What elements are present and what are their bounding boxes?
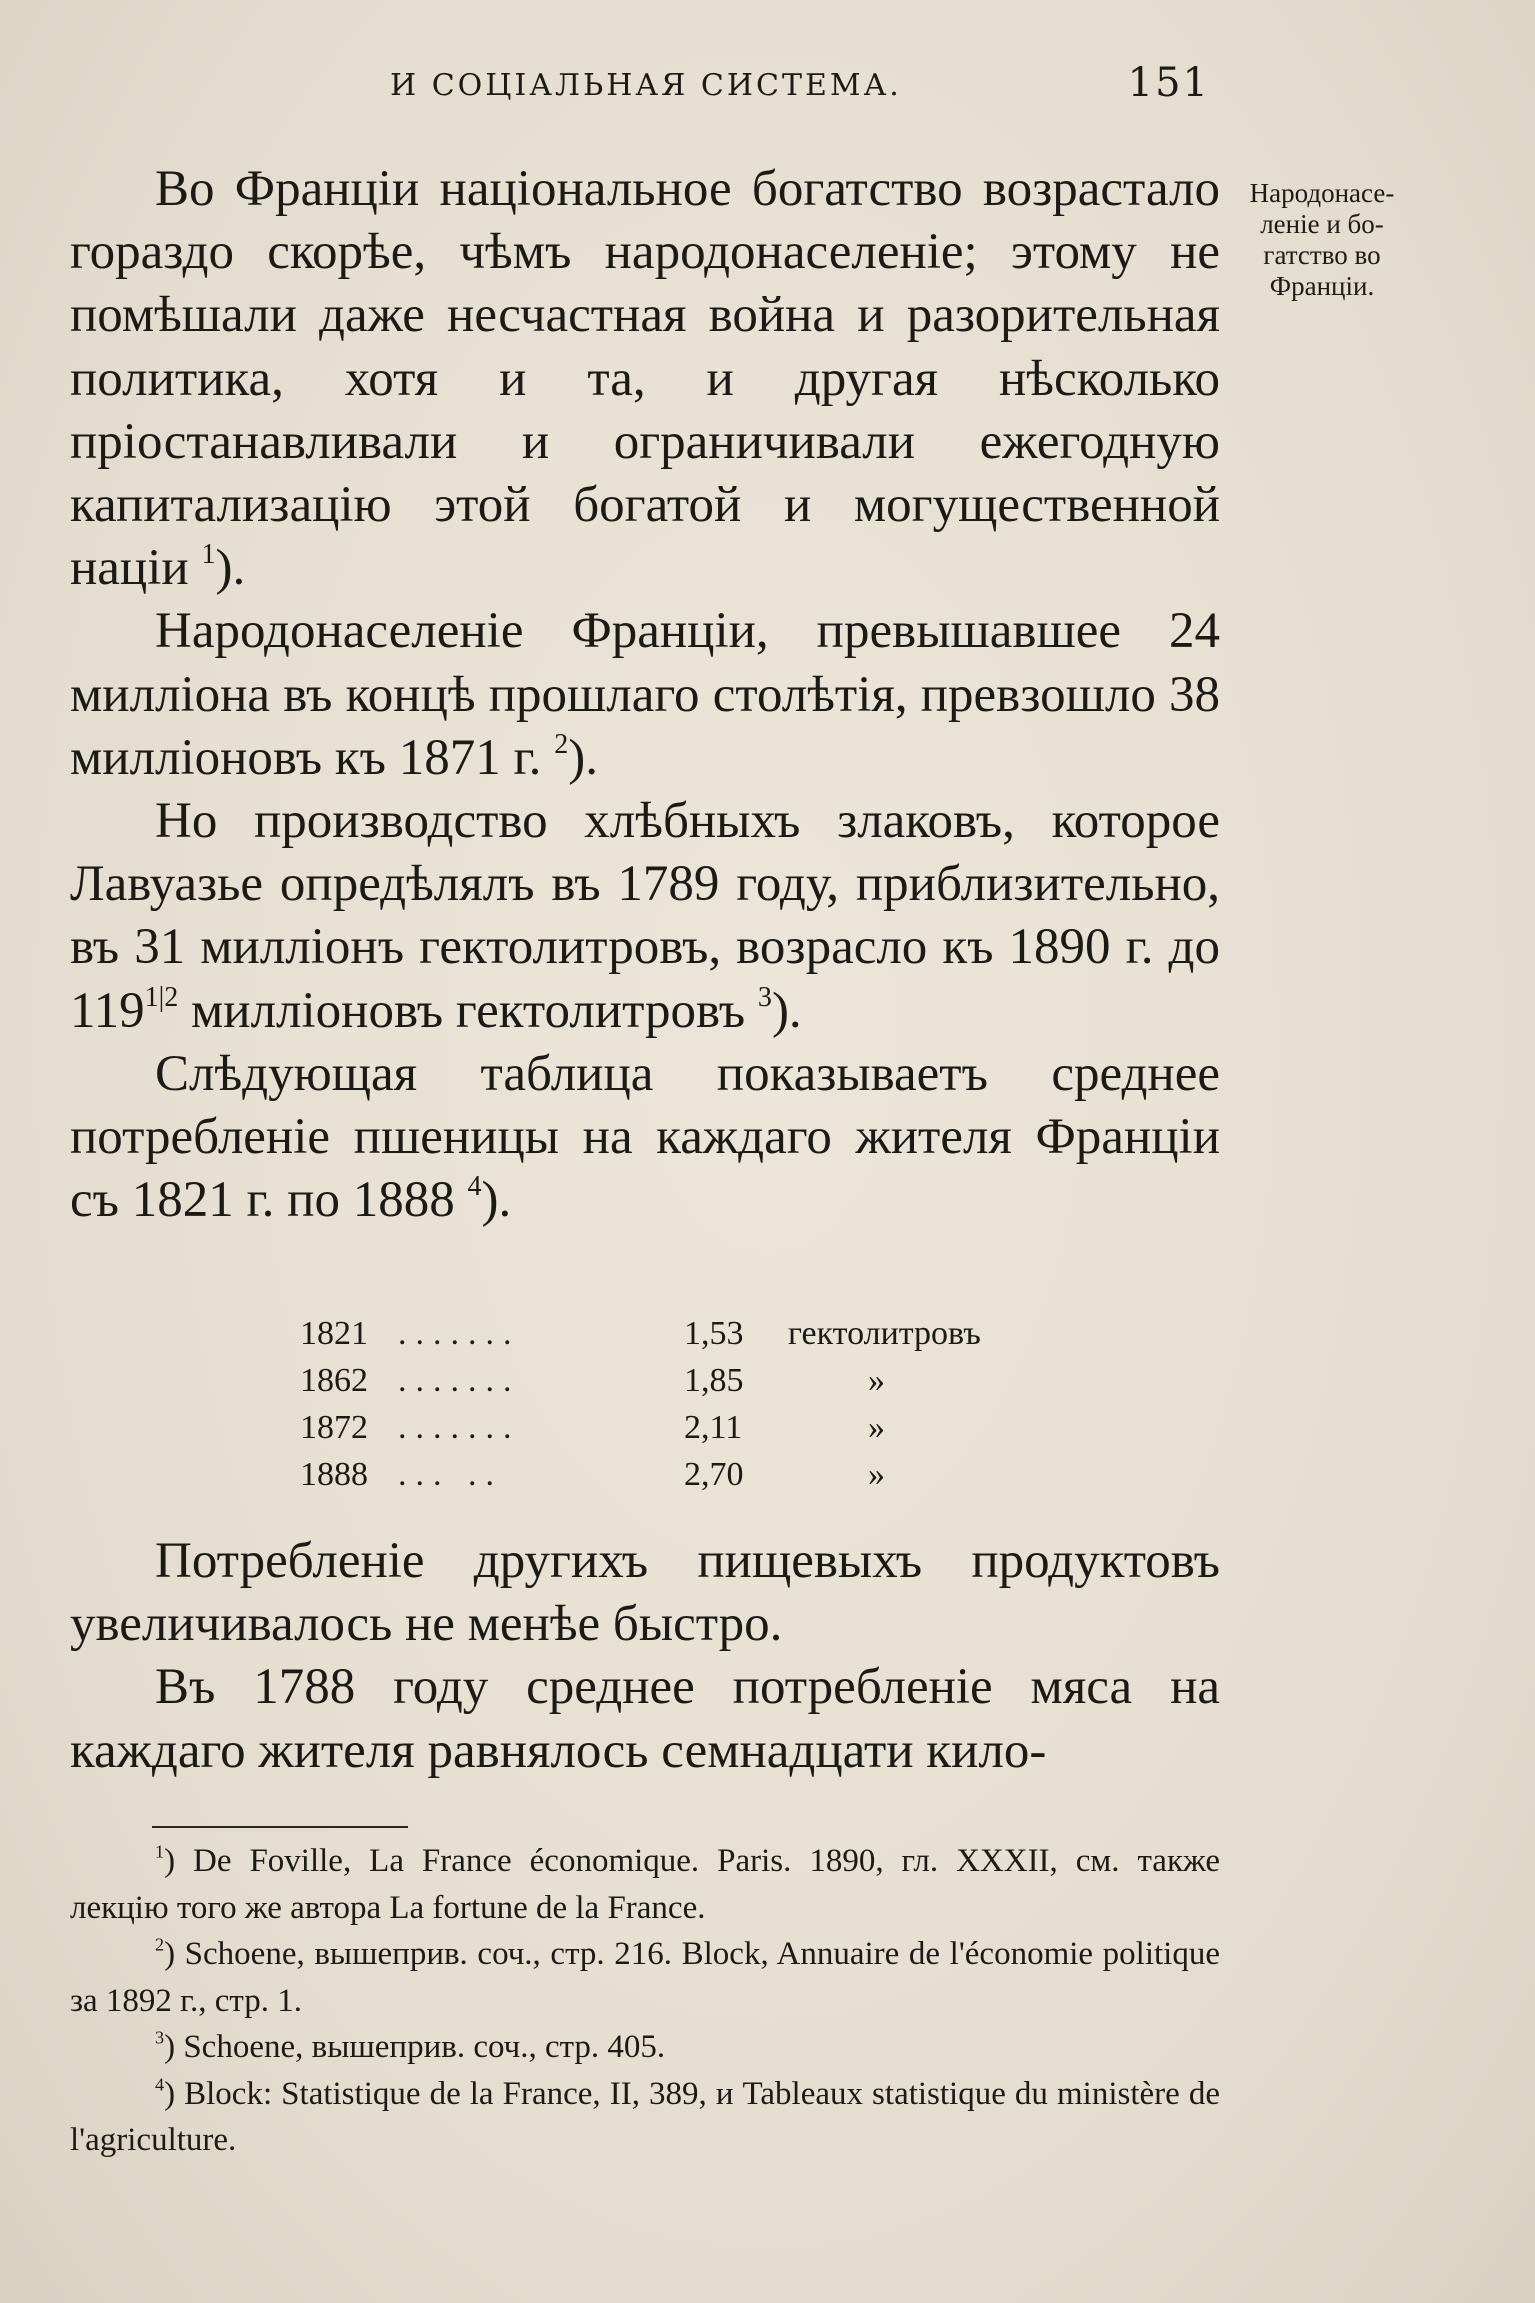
footnote bbox=[70, 2071, 1220, 2164]
paragraph-tail: ). bbox=[771, 982, 802, 1039]
paragraph-tail: ). bbox=[481, 1172, 512, 1229]
table-row bbox=[300, 1362, 1060, 1409]
post-table-text bbox=[70, 1530, 1220, 1783]
table-value: 2,11 bbox=[684, 1409, 743, 1446]
footnote bbox=[70, 2024, 1220, 2071]
footnote-mark: 1 bbox=[155, 1841, 165, 1862]
table-leader-dots: ....... bbox=[398, 1315, 521, 1352]
footnote-text: ) Block: Statistique de la France, II, 389, и Tableaux statistique du ministère de l'agriculture. bbox=[70, 2075, 1220, 2158]
footnote-ref[interactable]: 3 bbox=[757, 981, 772, 1013]
table-row bbox=[300, 1456, 1060, 1503]
table-year: 1862 bbox=[300, 1362, 368, 1399]
paragraph-text: Слѣдующая таблица показываетъ среднее потребленіе пшеницы на каждаго жителя Франціи съ 1821 г. по 1888 bbox=[70, 1045, 1220, 1229]
paragraph: Потребленіе другихъ пищевыхъ продуктовъ увеличивалось не менѣе быстро. bbox=[70, 1533, 1220, 1653]
table-year: 1888 bbox=[300, 1456, 368, 1493]
fraction: 1|2 bbox=[144, 981, 179, 1013]
margin-note-line: Франціи. bbox=[1269, 271, 1375, 301]
footnote-mark: 3 bbox=[155, 2027, 165, 2048]
table-leader-dots: ....... bbox=[398, 1362, 521, 1399]
table-unit-ditto: » bbox=[868, 1409, 885, 1446]
footnote-text: ) Schoene, вышеприв. соч., стр. 405. bbox=[164, 2029, 666, 2065]
paragraph-text: Но производство хлѣбныхъ злаковъ, которое Лавуазье опредѣлялъ въ 1789 году, приблизительно, въ 31 милліонъ гектолитровъ, возрасло къ 1890 г. до 119 bbox=[70, 793, 1220, 1039]
footnote bbox=[70, 1931, 1220, 2024]
footnote-mark: 2 bbox=[155, 1934, 165, 1955]
paragraph-text: Во Франціи національное богатство возрастало гораздо скорѣе, чѣмъ народонаселеніе; этому не помѣшали даже несчастная война и разорительная политика, хотя и та, и другая нѣсколько пріостанавливали и ограничивали ежегодную капитализацію этой богатой и могущественной націи bbox=[70, 161, 1220, 597]
footnote-mark: 4 bbox=[155, 2073, 165, 2094]
page-number: 151 bbox=[1127, 60, 1210, 106]
footnote-ref[interactable]: 1 bbox=[201, 539, 216, 571]
paragraph: Въ 1788 году среднее потребленіе мяса на каждаго жителя равнялось семнадцати кило- bbox=[70, 1659, 1220, 1779]
table-unit: гектолитровъ bbox=[788, 1315, 981, 1352]
footnote bbox=[70, 1838, 1220, 1931]
paragraph bbox=[70, 600, 1220, 790]
running-header bbox=[70, 60, 1210, 110]
margin-note-line: леніе и бо- bbox=[1260, 209, 1384, 239]
margin-note-line: Народонасе- bbox=[1249, 178, 1395, 208]
table-year: 1872 bbox=[300, 1409, 368, 1446]
wheat-consumption-table bbox=[300, 1315, 1060, 1503]
paragraph bbox=[70, 1043, 1220, 1233]
paragraph-text: Народонаселеніе Франціи, превышавшее 24 милліона въ концѣ прошлаго столѣтія, превзошло 38 милліоновъ къ 1871 г. bbox=[70, 603, 1220, 786]
table-value: 2,70 bbox=[684, 1456, 744, 1493]
paragraph bbox=[70, 158, 1220, 600]
table-leader-dots: ....... bbox=[398, 1409, 521, 1446]
footnote-ref[interactable]: 2 bbox=[554, 728, 569, 760]
paragraph-tail: ). bbox=[215, 540, 246, 597]
footnotes bbox=[70, 1838, 1220, 2164]
paragraph-text: милліоновъ гектолитровъ bbox=[178, 982, 758, 1039]
paragraph-tail: ). bbox=[568, 729, 598, 786]
running-title: И СОЦІАЛЬНАЯ СИСТЕМА. bbox=[390, 68, 902, 103]
table-row bbox=[300, 1409, 1060, 1456]
table-unit-ditto: » bbox=[868, 1362, 885, 1399]
margin-note bbox=[1232, 178, 1412, 302]
table-unit-ditto: » bbox=[868, 1456, 885, 1493]
table-value: 1,85 bbox=[684, 1362, 744, 1399]
table-leader-dots: ... .. bbox=[398, 1456, 503, 1493]
footnote-ref[interactable]: 4 bbox=[467, 1171, 482, 1203]
table-value: 1,53 bbox=[684, 1315, 744, 1352]
margin-note-line: гатство во bbox=[1263, 240, 1381, 270]
table-row bbox=[300, 1315, 1060, 1362]
footnote-text: ) De Foville, La France économique. Paris. 1890, гл. XXXII, см. также лекцію того же автора La fortune de la France. bbox=[70, 1843, 1220, 1926]
paragraph bbox=[70, 790, 1220, 1043]
main-text bbox=[70, 158, 1220, 1232]
footnote-text: ) Schoene, вышеприв. соч., стр. 216. Block, Annuaire de l'économie politique за 1892 г., стр. 1. bbox=[70, 1936, 1220, 2019]
footnote-divider bbox=[152, 1826, 408, 1828]
table-year: 1821 bbox=[300, 1315, 368, 1352]
